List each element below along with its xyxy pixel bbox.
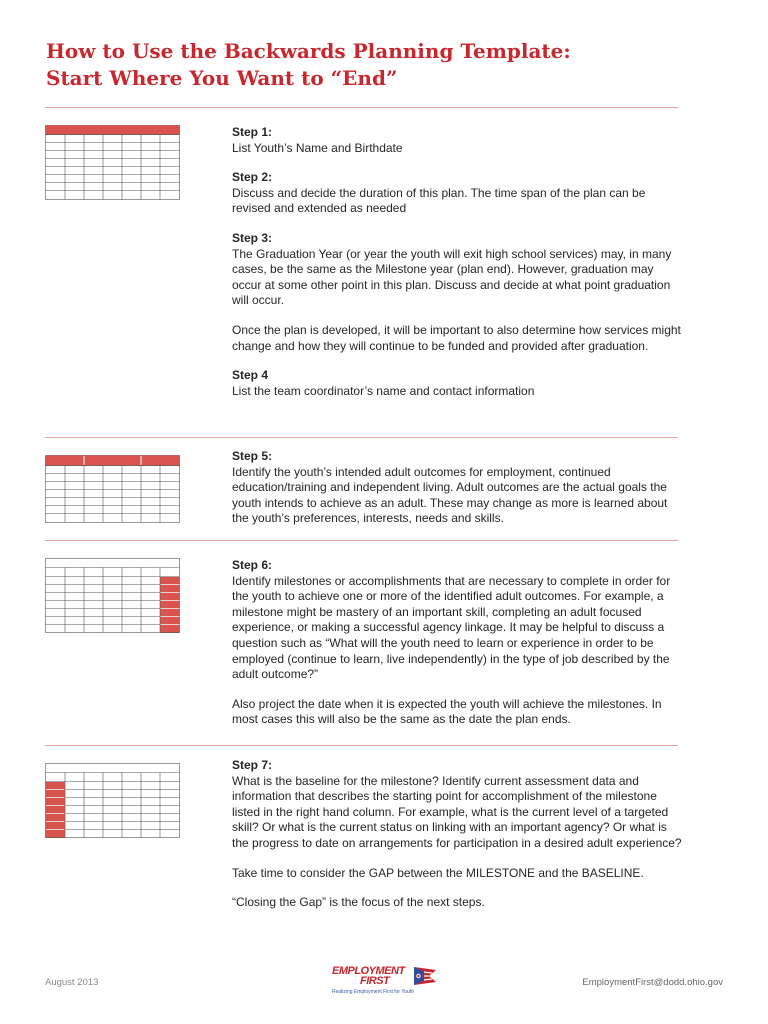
employment-first-logo <box>330 965 440 1001</box>
footer-email: EmploymentFirst@dodd.ohio.gov <box>582 977 723 988</box>
step-body: Identify the youth’s intended adult outcomes for employment, continued education/training and independent living. Adult outcomes are the actual goals the youth intends to achieve as an adult. These may change as more is learned about the youth’s preferences, interests, needs and skills. <box>232 464 668 526</box>
divider <box>45 745 678 746</box>
page-title <box>46 38 726 92</box>
section-step-7 <box>232 758 682 917</box>
step-heading: Step 7: <box>232 758 273 772</box>
step-7-paragraph-2: Take time to consider the GAP between the MILESTONE and the BASELINE. <box>232 865 644 880</box>
step-3-paragraph-2: Once the plan is developed, it will be important to also determine how services might change and how they will continue to be funded and provided after graduation. <box>232 322 681 353</box>
title-line-1: How to Use the Backwards Planning Template: <box>46 39 571 63</box>
title-line-2: Start Where You Want to “End” <box>46 66 398 90</box>
ohio-flag-icon <box>414 967 436 985</box>
template-thumbnail-step7 <box>45 763 180 838</box>
step-body: List Youth’s Name and Birthdate <box>232 140 403 155</box>
step-body: What is the baseline for the milestone? Identify current assessment data and information that describes the starting point for accomplishment of the milestone listed in the right hand column. For example, what is the current level of a targeted skill? Or what is the current status on linking with an important agency? Or what is the progress to date on arrangements for participation in a desired adult experience? <box>232 773 682 850</box>
divider <box>45 437 678 438</box>
step-4 <box>232 368 682 399</box>
template-thumbnail-step6 <box>45 558 180 633</box>
step-6-paragraph-2: Also project the date when it is expected the youth will achieve the milestones. In most cases this will also be the same as the date the plan ends. <box>232 696 662 727</box>
step-6 <box>232 558 682 683</box>
section-step-6 <box>232 558 682 734</box>
logo-tagline: Realizing Employment First for Youth <box>332 989 414 995</box>
step-heading: Step 2: <box>232 170 273 185</box>
step-body: Identify milestones or accomplishments that are necessary to complete in order for the youth to achieve one or more of the identified adult outcomes. For example, a milestone might be mastery of an important skill, completing an adult focused experience, or making a successful agency linkage. It may be helpful to discuss a question such as “What will the youth need to learn or experience in order to be employed (continue to learn, live independently) in the type of job described by the adult outcome?” <box>232 573 671 682</box>
step-5 <box>232 449 682 527</box>
step-heading: Step 5: <box>232 449 273 463</box>
step-heading: Step 1: <box>232 125 273 139</box>
divider <box>45 107 678 108</box>
step-7-paragraph-3: “Closing the Gap” is the focus of the next steps. <box>232 895 485 910</box>
template-thumbnail-step5 <box>45 455 180 523</box>
step-body: The Graduation Year (or year the youth will exit high school services) may, in many cases, be the same as the Milestone year (plan end). However, graduation may occur at some other point in this plan. Discuss and decide at what point graduation will occur. <box>232 246 672 308</box>
section-steps-1-4 <box>232 125 682 405</box>
template-thumbnail-step1 <box>45 125 180 200</box>
logo-line-1: EMPLOYMENT <box>332 965 405 977</box>
step-heading: Step 4 <box>232 368 269 383</box>
step-body: Discuss and decide the duration of this plan. The time span of the plan can be revised and extended as needed <box>232 185 646 216</box>
logo-line-2: FIRST <box>360 975 390 987</box>
divider <box>45 540 678 541</box>
step-1 <box>232 125 682 156</box>
section-step-5 <box>232 449 682 533</box>
step-3 <box>232 231 682 309</box>
step-heading: Step 3: <box>232 230 273 245</box>
step-heading: Step 6: <box>232 558 273 572</box>
step-7 <box>232 758 682 852</box>
footer-date: August 2013 <box>45 977 99 988</box>
step-2 <box>232 170 682 217</box>
step-body: List the team coordinator’s name and contact information <box>232 383 535 398</box>
